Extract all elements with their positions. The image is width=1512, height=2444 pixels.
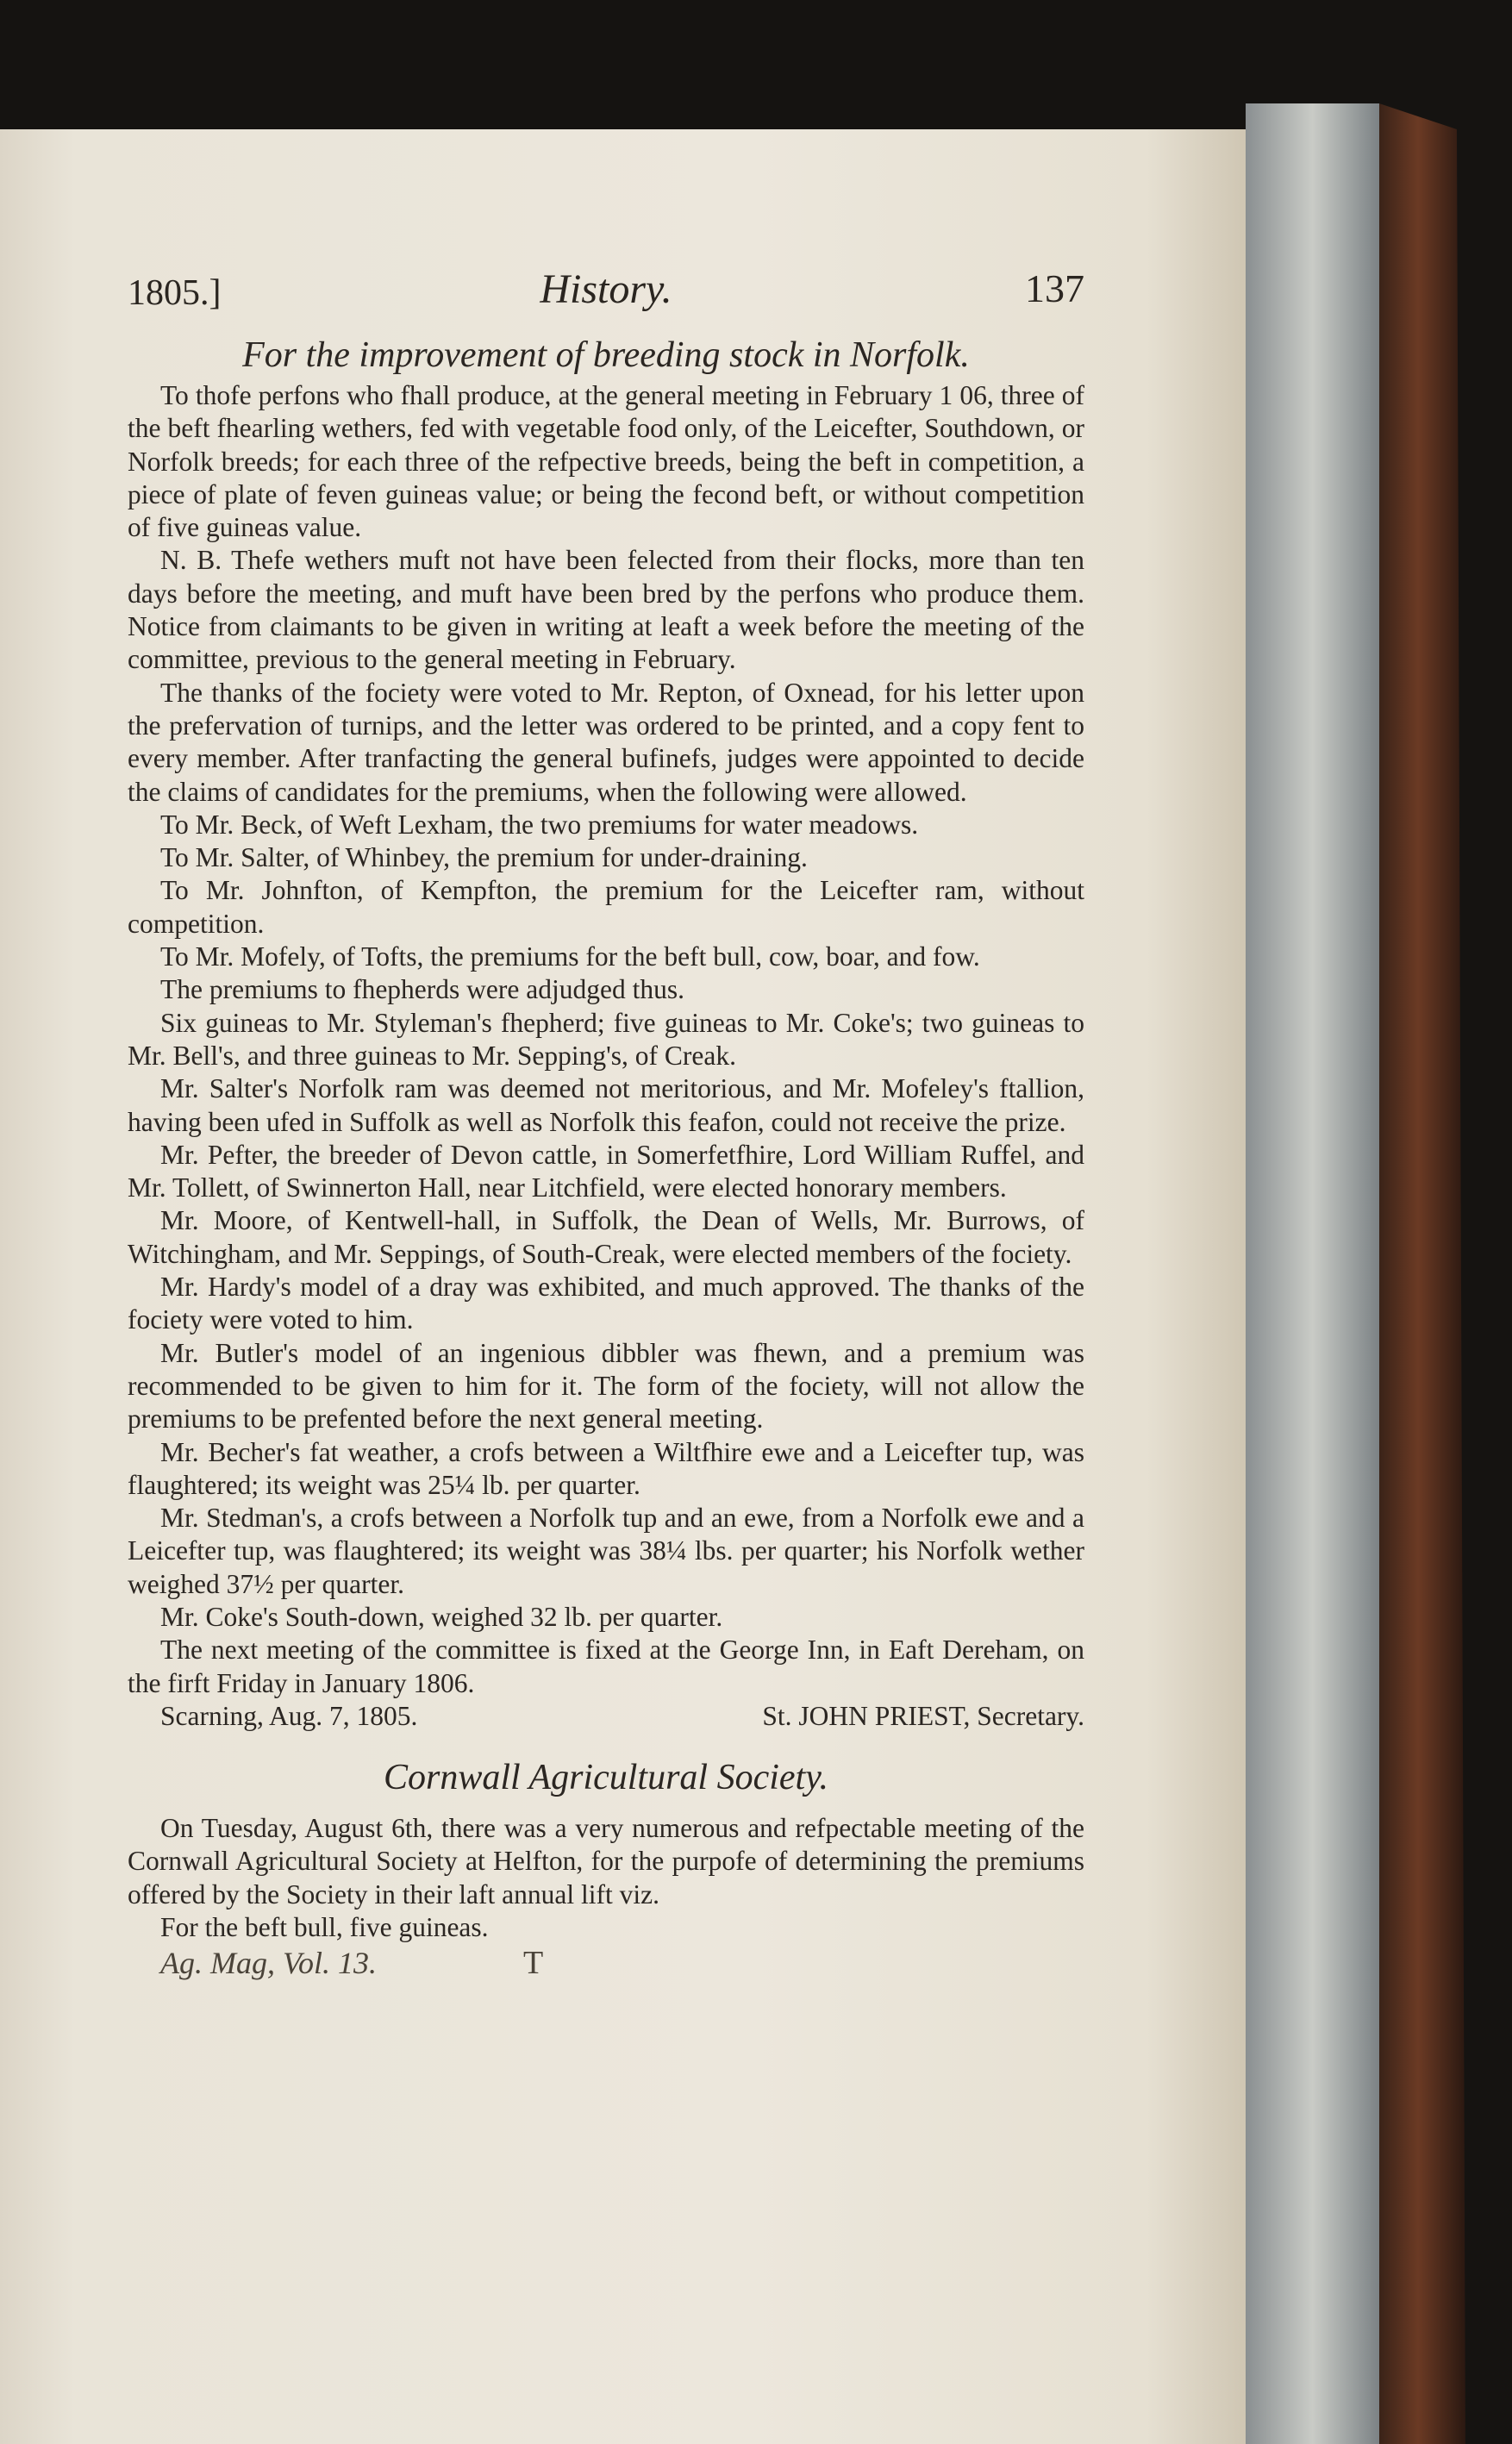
paragraph: Mr. Pefter, the breeder of Devon cattle, in Somerfetfhire, Lord William Ruffel, and Mr. Tollett, of Swinnerton Hall, near Litchfield, were elected honorary members. (128, 1139, 1084, 1203)
page-number: 137 (1025, 266, 1084, 310)
signature-mark: T (522, 1945, 544, 1982)
paragraph: The premiums to fhepherds were adjudged thus. (160, 974, 684, 1005)
signoff (128, 1700, 1084, 1733)
marbled-endpaper (1246, 103, 1379, 2444)
paragraph: Mr. Moore, of Kentwell-hall, in Suffolk, the Dean of Wells, Mr. Burrows, of Witchingham, and Mr. Seppings, of South-Creak, were elected members of the fociety. (128, 1205, 1084, 1269)
paragraph: Mr. Salter's Norfolk ram was deemed not meritorious, and Mr. Mofeley's ftallion, having been ufed in Suffolk as well as Norfolk this feafon, could not receive the prize. (128, 1073, 1084, 1137)
paragraph: Mr. Stedman's, a crofs between a Norfolk tup and an ewe, from a Norfolk ewe and a Leicefter tup, was flaughtered; its weight was 38¼ lbs. per quarter; his Norfolk wether weighed 37½ per quarter. (128, 1503, 1084, 1599)
section-heading-cornwall: Cornwall Agricultural Society. (383, 1758, 829, 1798)
paragraph: To thofe perfons who fhall produce, at the general meeting in February 1 06, three of the beft fhearling wethers, fed with vegetable food only, of the Leicefter, Southdown, or Norfolk breeds; for each three of the refpective breeds, being the beft in competition, a piece of plate of feven guineas value; or being the fecond beft, or without competition of five guineas value. (128, 380, 1084, 543)
paragraph: Mr. Becher's fat weather, a crofs between a Wiltfhire ewe and a Leicefter tup, was flaughtered; its weight was 25¼ lb. per quarter. (128, 1436, 1084, 1500)
paragraph: Mr. Butler's model of an ingenious dibbler was fhewn, and a premium was recommended to be given to him for it. The form of the fociety, will not allow the premiums to be prefented before the next general meeting. (128, 1337, 1084, 1435)
paragraph: The next meeting of the committee is fixed at the George Inn, in Eaft Dereham, on the firft Friday in January 1806. (128, 1635, 1084, 1698)
catchword: Ag. Mag, Vol. 13. (160, 1946, 377, 1981)
leather-binding (1379, 103, 1465, 2444)
paragraph: N. B. Thefe wethers muft not have been felected from their flocks, more than ten days before the meeting, and muft have been bred by the perfons who produce them. Notice from claimants to be given in writing at leaft a week before the meeting of the committee, previous to the general meeting in February. (128, 545, 1084, 675)
page-footer (128, 1946, 1084, 1980)
section-heading-norfolk: For the improvement of breeding stock in Norfolk. (242, 335, 970, 375)
signoff-place-date: Scarning, Aug. 7, 1805. (160, 1700, 418, 1731)
paragraph: To Mr. Beck, of Weft Lexham, the two premiums for water meadows. (160, 809, 919, 840)
header-year: 1805.] (128, 273, 222, 313)
paragraph: For the beft bull, five guineas. (160, 1912, 489, 1943)
paragraph: Mr. Coke's South-down, weighed 32 lb. per quarter. (160, 1601, 723, 1632)
paragraph: On Tuesday, August 6th, there was a very numerous and refpectable meeting of the Cornwall Agricultural Society at Helfton, for the purpofe of determining the premiums offered by the Society in their laft annual lift viz. (128, 1813, 1084, 1910)
paragraph: Mr. Hardy's model of a dray was exhibited, and much approved. The thanks of the fociety were voted to him. (128, 1272, 1084, 1335)
page-text (128, 336, 1084, 1980)
paragraph: To Mr. Mofely, of Tofts, the premiums for the beft bull, cow, boar, and fow. (160, 941, 980, 972)
running-title: History. (540, 266, 672, 312)
running-header (128, 266, 1084, 317)
paragraph: The thanks of the fociety were voted to Mr. Repton, of Oxnead, for his letter upon the prefervation of turnips, and the letter was ordered to be printed, and a copy fent to every member. After tranfacting the general bufinefs, judges were appointed to decide the claims of candidates for the premiums, when the following were allowed. (128, 677, 1084, 807)
signoff-name: St. JOHN PRIEST, Secretary. (762, 1700, 1084, 1731)
paragraph: Six guineas to Mr. Styleman's fhepherd; five guineas to Mr. Coke's; two guineas to Mr. Bell's, and three guineas to Mr. Sepping's, of Creak. (128, 1007, 1084, 1071)
paragraph: To Mr. Salter, of Whinbey, the premium for under-draining. (160, 842, 808, 873)
paragraph: To Mr. Johnfton, of Kempfton, the premium for the Leicefter ram, without competition. (128, 875, 1084, 939)
